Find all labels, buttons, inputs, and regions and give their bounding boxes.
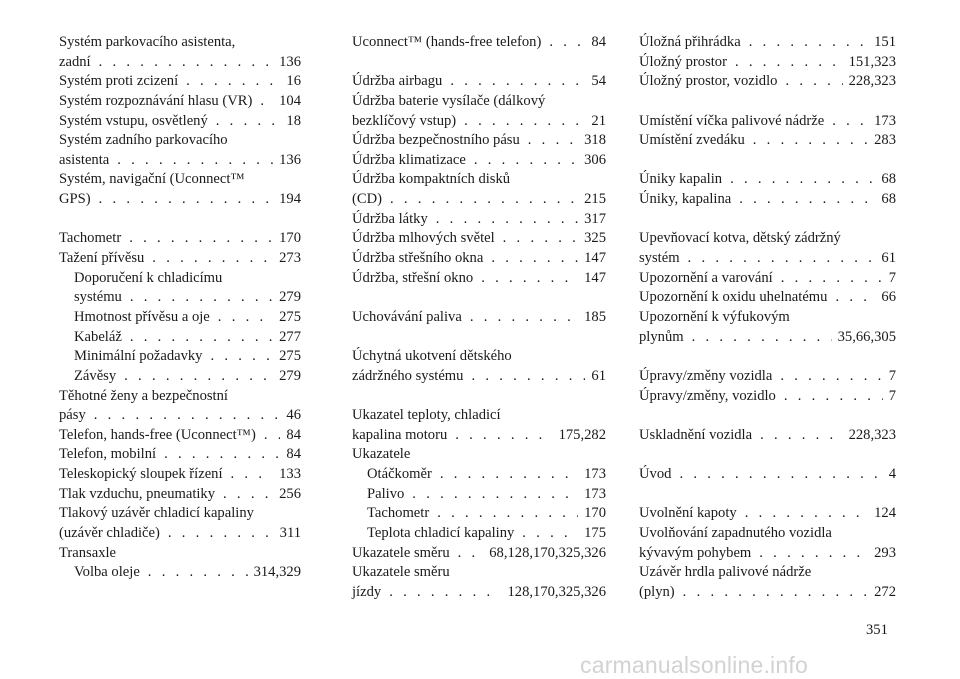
entry-text: Umístění zvedáku: [639, 132, 745, 149]
page-reference: 151,323: [848, 53, 896, 70]
dot-leader: [94, 406, 281, 426]
page-reference: 272: [874, 583, 896, 600]
entry-text: Palivo: [367, 485, 405, 502]
index-spacer: [352, 328, 606, 348]
dot-leader: [124, 367, 273, 387]
dot-leader: [832, 112, 868, 132]
index-entry: [639, 504, 896, 524]
page-reference: 170: [279, 230, 301, 247]
dot-leader: [440, 465, 578, 485]
dot-leader: [412, 485, 578, 505]
index-entry: [352, 563, 606, 583]
index-subentry: [59, 328, 301, 348]
entry-text: zadní: [59, 53, 91, 70]
entry-text: kapalina motoru: [352, 426, 448, 443]
index-subentry: [59, 288, 301, 308]
index-entry: [59, 33, 301, 53]
entry-text: Údržba, střešní okno: [352, 269, 474, 286]
index-entry: [639, 249, 896, 269]
page-reference: 21: [591, 112, 606, 129]
entry-text: Ukazatel teploty, chladicí: [352, 407, 501, 424]
entry-text: systém: [639, 250, 680, 267]
dot-leader: [260, 92, 273, 112]
page-reference: 325: [584, 230, 606, 247]
entry-text: Údržba kompaktních disků: [352, 171, 511, 188]
entry-text: systému: [74, 289, 122, 306]
entry-text: Otáčkoměr: [367, 466, 432, 483]
index-column-1: [59, 33, 301, 583]
index-entry: [639, 308, 896, 328]
entry-text: Systém vstupu, osvětlený: [59, 112, 208, 129]
index-spacer: [639, 406, 896, 426]
dot-leader: [474, 151, 578, 171]
index-entry: [639, 33, 896, 53]
index-entry: [59, 170, 301, 190]
entry-text: Úložný prostor: [639, 53, 727, 70]
entry-text: Údržba mlhových světel: [352, 230, 495, 247]
entry-text: Úniky kapalin: [639, 171, 723, 188]
index-entry: [352, 229, 606, 249]
page-reference: 124: [874, 505, 896, 522]
index-entry: [352, 131, 606, 151]
page-reference: 175: [584, 525, 606, 542]
page-reference: 185: [584, 308, 606, 325]
entry-text: Upozornění k oxidu uhelnatému: [639, 289, 828, 306]
index-entry: [352, 112, 606, 132]
entry-text: Transaxle: [59, 544, 117, 561]
index-entry: [352, 367, 606, 387]
entry-text: bezklíčový vstup): [352, 112, 457, 129]
entry-text: Systém zadního parkovacího: [59, 132, 228, 149]
entry-text: (CD): [352, 191, 382, 208]
page-reference: 7: [888, 367, 896, 384]
page-reference: 16: [286, 73, 301, 90]
index-entry: [59, 387, 301, 407]
entry-text: plynům: [639, 328, 684, 345]
page-reference: 173: [874, 112, 896, 129]
dot-leader: [130, 328, 273, 348]
dot-leader: [760, 426, 842, 446]
index-subentry: [352, 485, 606, 505]
entry-text: Úložná přihrádka: [639, 34, 741, 50]
entry-text: Tachometr: [367, 505, 430, 522]
entry-text: Systém rozpoznávání hlasu (VR): [59, 92, 253, 109]
page-reference: 317: [584, 210, 606, 227]
page-reference: 175,282: [558, 426, 606, 443]
entry-text: (uzávěr chladiče): [59, 525, 160, 542]
index-entry: [352, 308, 606, 328]
dot-leader: [218, 308, 273, 328]
dot-leader: [130, 288, 273, 308]
dot-leader: [436, 210, 578, 230]
entry-text: Ukazatele směru: [352, 564, 450, 581]
dot-leader: [210, 347, 273, 367]
index-entry: [639, 72, 896, 92]
page-number: 351: [866, 622, 888, 638]
index-spacer: [639, 151, 896, 171]
entry-text: Uchovávání paliva: [352, 308, 462, 325]
page-reference: 35,66,305: [837, 328, 896, 345]
page-reference: 133: [279, 466, 301, 483]
index-entry: [352, 544, 606, 564]
dot-leader: [464, 112, 585, 132]
entry-text: Upevňovací kotva, dětský zádržný: [639, 230, 841, 247]
page-reference: 283: [874, 132, 896, 149]
index-spacer: [639, 92, 896, 112]
page-reference: 170: [584, 505, 606, 522]
page-reference: 228,323: [848, 426, 896, 443]
page-reference: 66: [881, 289, 896, 306]
entry-text: Umístění víčka palivové nádrže: [639, 112, 825, 129]
index-entry: [639, 269, 896, 289]
entry-text: Úvod: [639, 466, 672, 483]
entry-text: Teplota chladicí kapaliny: [367, 525, 515, 542]
entry-text: Úpravy/změny, vozidlo: [639, 387, 776, 404]
page-reference: 293: [874, 544, 896, 561]
index-entry: [59, 229, 301, 249]
dot-leader: [503, 229, 578, 249]
entry-text: asistenta: [59, 151, 110, 168]
dot-leader: [186, 72, 280, 92]
index-entry: [639, 583, 896, 603]
index-entry: [352, 269, 606, 289]
index-entry: [59, 485, 301, 505]
entry-text: Závěsy: [74, 367, 117, 384]
entry-text: Údržba klimatizace: [352, 151, 466, 168]
dot-leader: [784, 387, 883, 407]
index-spacer: [352, 387, 606, 407]
page-reference: 215: [584, 191, 606, 208]
dot-leader: [99, 53, 274, 73]
index-column-2: [352, 33, 606, 603]
entry-text: Telefon, mobilní: [59, 446, 157, 463]
entry-text: Tažení přívěsu: [59, 250, 145, 267]
index-subentry: [59, 308, 301, 328]
page-reference: 277: [279, 328, 301, 345]
dot-leader: [164, 445, 280, 465]
index-entry: [639, 426, 896, 446]
entry-text: Údržba airbagu: [352, 73, 443, 90]
index-entry: [352, 33, 606, 53]
page-reference: 128,170,325,326: [507, 583, 606, 600]
entry-text: Tlakový uzávěr chladicí kapaliny: [59, 505, 254, 522]
index-entry: [639, 190, 896, 210]
index-spacer: [639, 445, 896, 465]
dot-leader: [390, 190, 578, 210]
page-reference: 7: [888, 387, 896, 404]
index-spacer: [639, 347, 896, 367]
page-reference: 18: [286, 112, 301, 129]
index-entry: [639, 170, 896, 190]
entry-text: Systém proti zcizení: [59, 73, 179, 90]
entry-text: Ukazatele: [352, 446, 411, 463]
entry-text: Hmotnost přívěsu a oje: [74, 308, 210, 325]
entry-text: zádržného systému: [352, 367, 464, 384]
page-reference: 147: [584, 250, 606, 267]
page-reference: 173: [584, 466, 606, 483]
entry-text: Údržba látky: [352, 210, 428, 227]
page-reference: 273: [279, 250, 301, 267]
dot-leader: [471, 367, 585, 387]
entry-text: Kabeláž: [74, 328, 122, 345]
dot-leader: [117, 151, 273, 171]
index-entry: [59, 190, 301, 210]
index-entry: [59, 249, 301, 269]
page-reference: 7: [888, 269, 896, 286]
entry-text: Uzávěr hrdla palivové nádrže: [639, 564, 812, 581]
index-entry: [59, 544, 301, 564]
page-reference: 314,329: [253, 564, 301, 581]
dot-leader: [148, 563, 248, 583]
index-entry: [639, 563, 896, 583]
entry-text: Telefon, hands-free (Uconnect™): [59, 426, 256, 443]
index-entry: [59, 92, 301, 112]
dot-leader: [739, 190, 875, 210]
dot-leader: [753, 131, 868, 151]
index-entry: [639, 544, 896, 564]
page-reference: 68,128,170,325,326: [489, 544, 606, 561]
dot-leader: [264, 426, 281, 446]
index-entry: [59, 131, 301, 151]
dot-leader: [522, 524, 578, 544]
index-entry: [59, 151, 301, 171]
index-entry: [59, 406, 301, 426]
dot-leader: [389, 583, 501, 603]
page-reference: 275: [279, 308, 301, 325]
dot-leader: [491, 249, 578, 269]
index-entry: [639, 112, 896, 132]
dot-leader: [223, 485, 273, 505]
entry-text: Uvolňování zapadnutého vozidla: [639, 525, 832, 542]
page-reference: 84: [286, 446, 301, 463]
page-reference: 84: [591, 34, 606, 50]
index-entry: [639, 288, 896, 308]
page-reference: 256: [279, 485, 301, 502]
page-reference: 306: [584, 151, 606, 168]
index-spacer: [59, 210, 301, 230]
index-subentry: [59, 367, 301, 387]
index-entry: [59, 72, 301, 92]
dot-leader: [437, 504, 578, 524]
page-reference: 275: [279, 348, 301, 365]
index-entry: [59, 112, 301, 132]
dot-leader: [781, 269, 883, 289]
entry-text: Volba oleje: [74, 564, 140, 581]
index-entry: [352, 92, 606, 112]
entry-text: Uvolnění kapoty: [639, 505, 737, 522]
dot-leader: [549, 33, 585, 53]
entry-text: Systém, navigační (Uconnect™: [59, 171, 245, 188]
index-entry: [639, 131, 896, 151]
page-reference: 228,323: [848, 73, 896, 90]
index-entry: [59, 426, 301, 446]
dot-leader: [745, 504, 868, 524]
entry-text: Tlak vzduchu, pneumatiky: [59, 485, 216, 502]
dot-leader: [688, 249, 876, 269]
index-entry: [59, 504, 301, 524]
page-reference: 318: [584, 132, 606, 149]
entry-text: jízdy: [352, 583, 382, 600]
index-entry: [639, 328, 896, 348]
index-entry: [639, 465, 896, 485]
index-entry: [352, 151, 606, 171]
page-reference: 68: [881, 191, 896, 208]
dot-leader: [216, 112, 281, 132]
index-column-3: [639, 33, 896, 603]
index-subentry: [352, 504, 606, 524]
entry-text: Teleskopický sloupek řízení: [59, 466, 223, 483]
index-entry: [59, 445, 301, 465]
entry-text: Systém parkovacího asistenta,: [59, 34, 236, 50]
page-reference: 54: [591, 73, 606, 90]
entry-text: Ukazatele směru: [352, 544, 450, 561]
index-entry: [352, 72, 606, 92]
entry-text: Úpravy/změny vozidla: [639, 367, 773, 384]
dot-leader: [835, 288, 875, 308]
index-spacer: [352, 53, 606, 73]
index-entry: [352, 426, 606, 446]
index-subentry: [59, 269, 301, 289]
entry-text: Úniky, kapalina: [639, 191, 732, 208]
entry-text: Minimální požadavky: [74, 348, 203, 365]
dot-leader: [683, 583, 868, 603]
dot-leader: [679, 465, 882, 485]
page-reference: 279: [279, 289, 301, 306]
index-entry: [352, 406, 606, 426]
dot-leader: [455, 426, 552, 446]
page-reference: 151: [874, 34, 896, 50]
index-entry: [352, 583, 606, 603]
index-entry: [352, 445, 606, 465]
page-reference: 311: [279, 525, 301, 542]
index-entry: [352, 347, 606, 367]
index-subentry: [59, 563, 301, 583]
dot-leader: [450, 72, 585, 92]
page-reference: 136: [279, 151, 301, 168]
entry-text: Úložný prostor, vozidlo: [639, 73, 778, 90]
page-reference: 147: [584, 269, 606, 286]
entry-text: GPS): [59, 191, 91, 208]
dot-leader: [231, 465, 274, 485]
index-spacer: [639, 485, 896, 505]
entry-text: Doporučení k chladicímu: [74, 269, 223, 286]
index-spacer: [352, 288, 606, 308]
entry-text: Upozornění k výfukovým: [639, 308, 790, 325]
dot-leader: [780, 367, 882, 387]
dot-leader: [759, 544, 868, 564]
index-entry: [639, 524, 896, 544]
page-reference: 136: [279, 53, 301, 70]
dot-leader: [785, 72, 842, 92]
dot-leader: [481, 269, 578, 289]
index-entry: [352, 210, 606, 230]
entry-text: Tachometr: [59, 230, 122, 247]
page-reference: 279: [279, 367, 301, 384]
index-subentry: [352, 524, 606, 544]
dot-leader: [528, 131, 578, 151]
page-reference: 84: [286, 426, 301, 443]
dot-leader: [730, 170, 875, 190]
dot-leader: [129, 229, 273, 249]
entry-text: (plyn): [639, 583, 675, 600]
page-reference: 68: [881, 171, 896, 188]
page-reference: 4: [888, 466, 896, 483]
page-reference: 104: [279, 92, 301, 109]
dot-leader: [99, 190, 273, 210]
dot-leader: [735, 53, 843, 73]
index-entry: [59, 524, 301, 544]
entry-text: Údržba baterie vysílače (dálkový: [352, 92, 546, 109]
page-reference: 194: [279, 191, 301, 208]
index-entry: [639, 229, 896, 249]
index-entry: [639, 367, 896, 387]
dot-leader: [458, 544, 484, 564]
index-entry: [639, 387, 896, 407]
entry-text: pásy: [59, 407, 86, 424]
entry-text: Údržba střešního okna: [352, 250, 484, 267]
index-subentry: [352, 465, 606, 485]
entry-text: Uconnect™ (hands-free telefon): [352, 34, 542, 50]
entry-text: Údržba bezpečnostního pásu: [352, 132, 520, 149]
dot-leader: [749, 33, 868, 53]
index-entry: [352, 249, 606, 269]
index-entry: [352, 190, 606, 210]
dot-leader: [152, 249, 273, 269]
index-spacer: [639, 210, 896, 230]
dot-leader: [692, 328, 832, 348]
page-reference: 46: [286, 407, 301, 424]
dot-leader: [168, 524, 274, 544]
index-entry: [352, 170, 606, 190]
dot-leader: [470, 308, 578, 328]
page-reference: 61: [591, 367, 606, 384]
entry-text: Úchytná ukotvení dětského: [352, 348, 512, 365]
entry-text: Upozornění a varování: [639, 269, 773, 286]
index-entry: [639, 53, 896, 73]
entry-text: Těhotné ženy a bezpečnostní: [59, 387, 228, 404]
watermark[interactable]: carmanualsonline.info: [580, 652, 808, 678]
index-entry: [59, 53, 301, 73]
index-entry: [59, 465, 301, 485]
entry-text: kývavým pohybem: [639, 544, 752, 561]
page-reference: 173: [584, 485, 606, 502]
index-subentry: [59, 347, 301, 367]
page-reference: 61: [881, 250, 896, 267]
entry-text: Uskladnění vozidla: [639, 426, 753, 443]
